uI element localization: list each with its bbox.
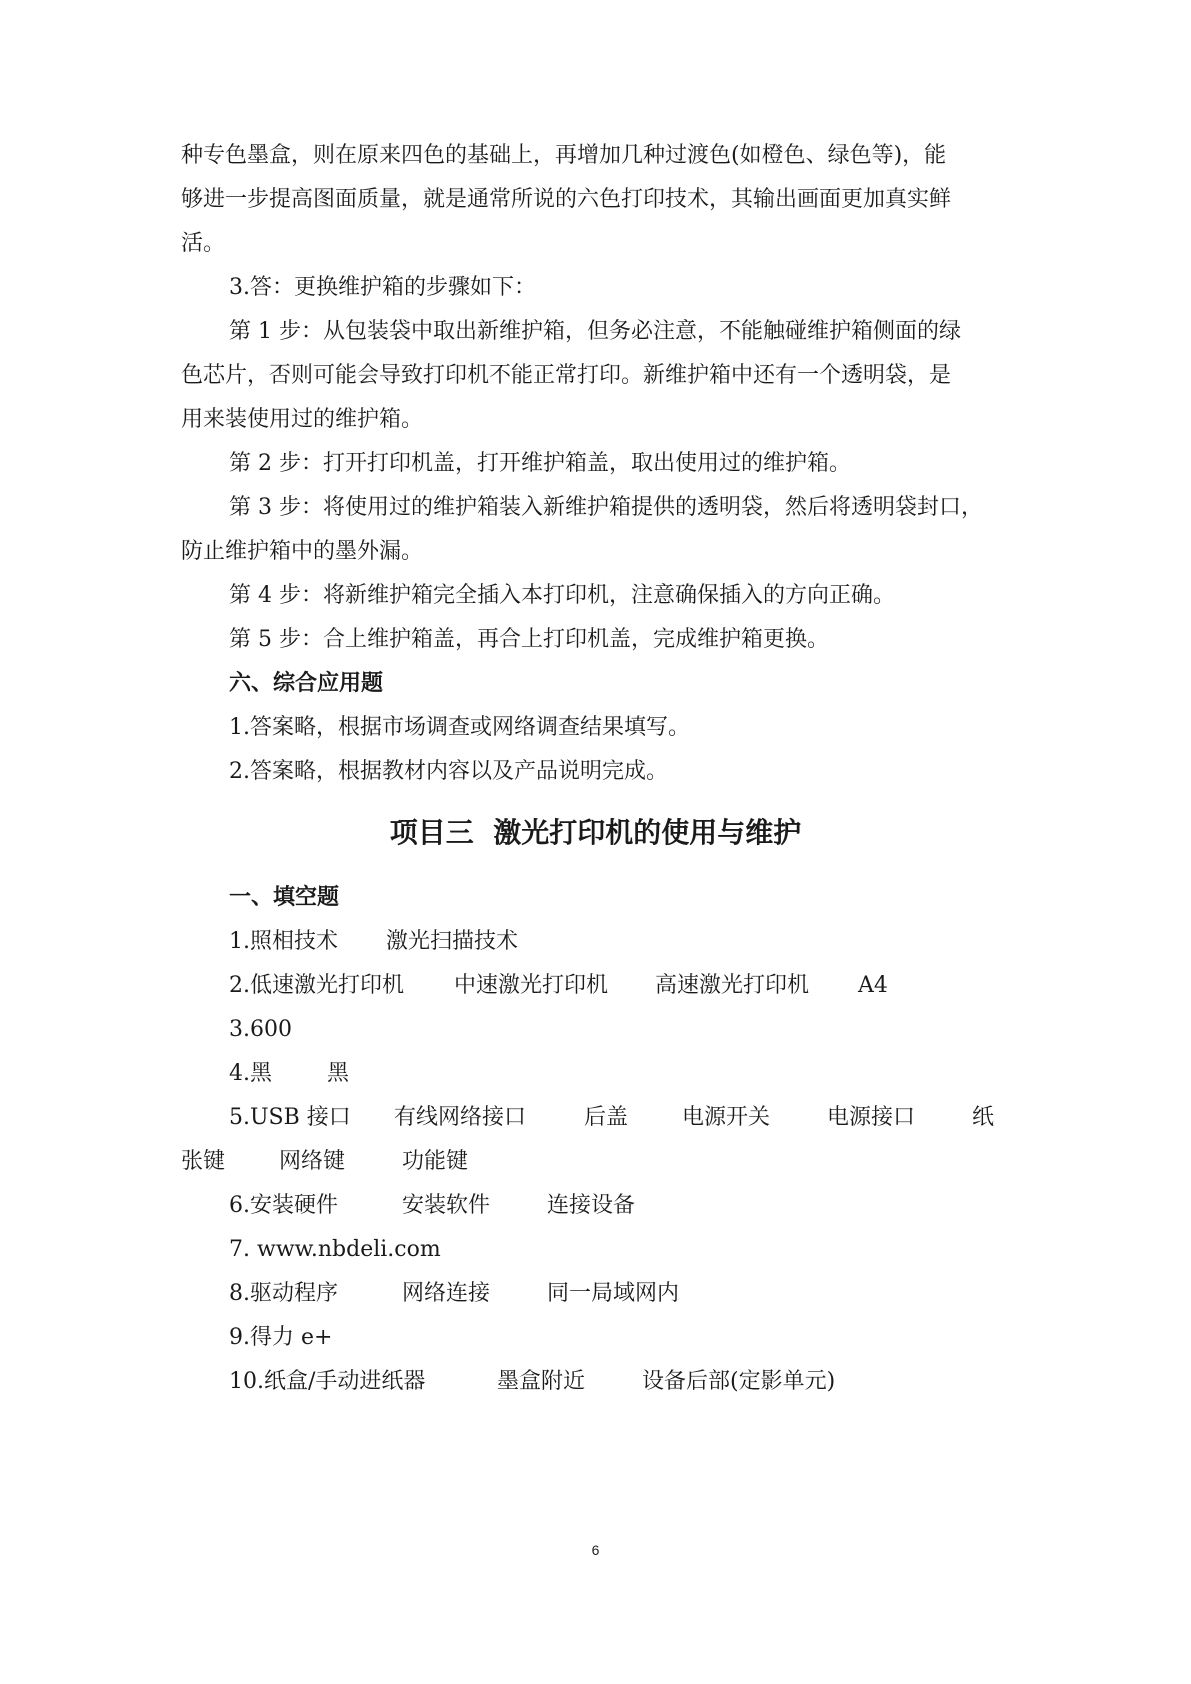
paragraph-line: 够进一步提高图面质量，就是通常所说的六色打印技术，其输出画面更加真实鲜 — [181, 187, 952, 212]
answer-item: 网络键 — [279, 1149, 346, 1174]
answer-row-6 — [229, 1191, 635, 1221]
answer-item: 黑 — [327, 1061, 350, 1086]
page-number: 6 — [591, 1542, 600, 1558]
answer-row-5-cont — [181, 1147, 468, 1177]
answer-row-3 — [229, 1015, 292, 1045]
answer-item: 1.照相技术 — [229, 929, 338, 954]
answer-item: 8.驱动程序 — [229, 1281, 338, 1306]
answer-3-heading: 3.答：更换维护箱的步骤如下： — [229, 275, 536, 300]
answer-item: 5.USB 接口 — [229, 1105, 351, 1130]
answer-item: 功能键 — [402, 1149, 469, 1174]
answer-item: 3.600 — [229, 1017, 292, 1042]
answer-item: 网络连接 — [402, 1281, 491, 1306]
section-6-item-2: 2.答案略，根据教材内容以及产品说明完成。 — [229, 759, 668, 784]
answer-row-2 — [229, 971, 888, 1001]
step-3-line: 防止维护箱中的墨外漏。 — [181, 539, 424, 564]
step-5-line: 第 5 步：合上维护箱盖，再合上打印机盖，完成维护箱更换。 — [229, 627, 829, 652]
answer-item: 4.黑 — [229, 1061, 272, 1086]
answer-item: 10.纸盒/手动进纸器 — [229, 1369, 426, 1394]
paragraph-line: 活。 — [181, 231, 226, 256]
answer-item: 2.低速激光打印机 — [229, 973, 404, 998]
answer-item: 设备后部(定影单元) — [642, 1369, 836, 1394]
answer-item: 纸 — [972, 1105, 995, 1130]
answer-item: 同一局域网内 — [547, 1281, 680, 1306]
fill-blank-heading: 一、填空题 — [229, 885, 340, 910]
answer-item: 墨盒附近 — [497, 1369, 586, 1394]
answer-item: 电源开关 — [682, 1105, 771, 1130]
answer-row-1 — [229, 927, 518, 957]
project-3-title: 项目三 激光打印机的使用与维护 — [389, 816, 802, 849]
answer-item: 9.得力 e+ — [229, 1325, 333, 1350]
answer-row-8 — [229, 1279, 679, 1309]
answer-item: 张键 — [181, 1149, 226, 1174]
answer-item: 7. www.nbdeli.com — [229, 1237, 441, 1262]
answer-item: 激光扫描技术 — [386, 929, 519, 954]
answer-item: 电源接口 — [827, 1105, 916, 1130]
answer-item: 有线网络接口 — [394, 1105, 527, 1130]
section-6-heading: 六、综合应用题 — [229, 671, 384, 696]
answer-item: 6.安装硬件 — [229, 1193, 338, 1218]
step-1-line: 色芯片，否则可能会导致打印机不能正常打印。新维护箱中还有一个透明袋，是 — [181, 363, 952, 388]
answer-item: 安装软件 — [402, 1193, 491, 1218]
step-2-line: 第 2 步：打开打印机盖，打开维护箱盖，取出使用过的维护箱。 — [229, 451, 851, 476]
answer-row-10 — [229, 1367, 835, 1397]
answer-item: A4 — [858, 973, 888, 998]
step-4-line: 第 4 步：将新维护箱完全插入本打印机，注意确保插入的方向正确。 — [229, 583, 895, 608]
answer-row-7 — [229, 1235, 441, 1265]
step-1-line: 用来装使用过的维护箱。 — [181, 407, 424, 432]
step-3-line: 第 3 步：将使用过的维护箱装入新维护箱提供的透明袋，然后将透明袋封口， — [229, 495, 983, 520]
answer-item: 高速激光打印机 — [655, 973, 810, 998]
answer-item: 后盖 — [584, 1105, 629, 1130]
answer-row-9 — [229, 1323, 332, 1353]
answer-row-4 — [229, 1059, 349, 1089]
answer-item: 连接设备 — [547, 1193, 636, 1218]
section-6-item-1: 1.答案略，根据市场调查或网络调查结果填写。 — [229, 715, 690, 740]
step-1-line: 第 1 步：从包装袋中取出新维护箱，但务必注意，不能触碰维护箱侧面的绿 — [229, 319, 961, 344]
paragraph-line: 种专色墨盒，则在原来四色的基础上，再增加几种过渡色(如橙色、绿色等)，能 — [181, 143, 947, 168]
answer-row-5 — [229, 1103, 994, 1133]
answer-item: 中速激光打印机 — [454, 973, 609, 998]
